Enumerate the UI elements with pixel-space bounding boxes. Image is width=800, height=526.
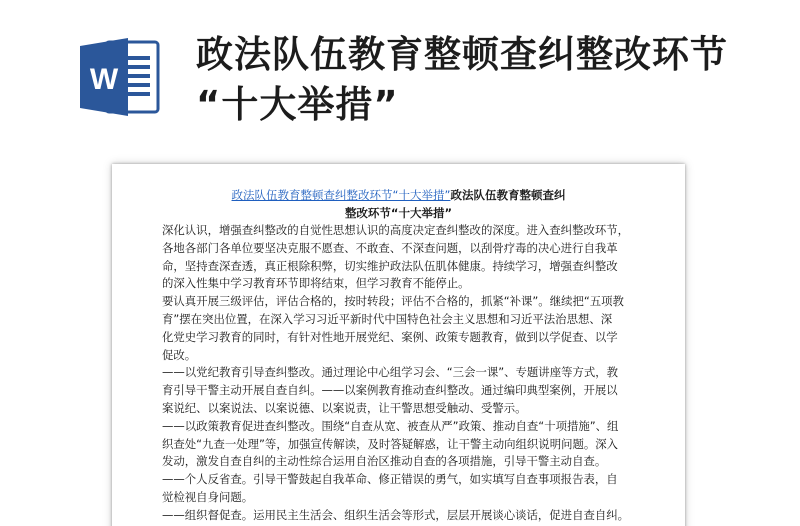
body-line: 要认真开展三级评估，评估合格的，按时转段；评估不合格的，抓紧“补课”。继续把“五项教 <box>162 294 624 309</box>
body-line: 育引导干警主动开展自查自纠。——以案例教育推动查纠整改。通过编印典型案例，开展以 <box>162 383 618 398</box>
title-line-1: 政法队伍教育整顿查纠整改环节 <box>196 33 728 76</box>
body-line: 化党史学习教育的同时，有针对性地开展党纪、案例、政策专题教育，做到以学促查、以学 <box>162 329 618 344</box>
body-line: 各地各部门各单位要坚决克服不愿查、不敢查、不深查问题，以刮骨疗毒的决心进行自我革 <box>162 240 618 255</box>
body-line: 的深入性集中学习教育环节即将结束，但学习教育不能停止。 <box>162 276 470 291</box>
body-line: 深化认识，增强查纠整改的自觉性思想认识的高度决定查纠整改的深度。进入查纠整改环节， <box>162 223 630 237</box>
body-line: 案说纪、以案说法、以案说德、以案说责，让干警思想受触动、受警示。 <box>162 400 527 415</box>
body-line: 觉检视自身问题。 <box>162 489 254 504</box>
document-heading <box>112 186 685 222</box>
heading-rest: 政法队伍教育整顿查纠 <box>450 188 566 202</box>
body-line: ——组织督促查。运用民主生活会、组织生活会等形式，层层开展谈心谈话，促进自查自纠。 <box>162 507 630 522</box>
title-line-2: “十大举措” <box>196 83 399 126</box>
word-icon <box>76 32 166 122</box>
body-line: 促改。 <box>162 347 197 362</box>
body-line: 发动，激发自查自纠的主动性综合运用自治区推动自查的各项措施，引导干警主动自查。 <box>162 454 607 469</box>
body-line: 育”摆在突出位置，在深入学习习近平新时代中国特色社会主义思想和习近平法治思想、深 <box>162 311 613 326</box>
body-line: ——以党纪教育引导查纠整改。通过理论中心组学习会、“三会一课”、专题讲座等方式，教 <box>162 365 619 380</box>
body-line: 织查处“九查一处理”等，加强宣传解读，及时答疑解惑，让干警主动向组织说明问题。深入 <box>162 436 619 451</box>
document-page <box>112 164 685 526</box>
document-body <box>162 222 640 525</box>
heading-link[interactable]: 政法队伍教育整顿查纠整改环节“十大举措” <box>231 188 451 202</box>
heading-line-2: 整改环节“十大举措” <box>344 206 453 220</box>
body-line: ——以政策教育促进查纠整改。围绕“自查从宽、被查从严”政策、推动自查“十项措施”、组 <box>162 418 619 433</box>
body-line: ——个人反省查。引导干警鼓起自我革命、修正错误的勇气，如实填写自查事项报告表，自 <box>162 472 618 487</box>
page-title <box>196 30 786 130</box>
body-line: 命，坚持查深查透，真正根除积弊，切实维护政法队伍肌体健康。持续学习，增强查纠整改 <box>162 258 618 273</box>
word-icon-letter: W <box>89 63 119 96</box>
